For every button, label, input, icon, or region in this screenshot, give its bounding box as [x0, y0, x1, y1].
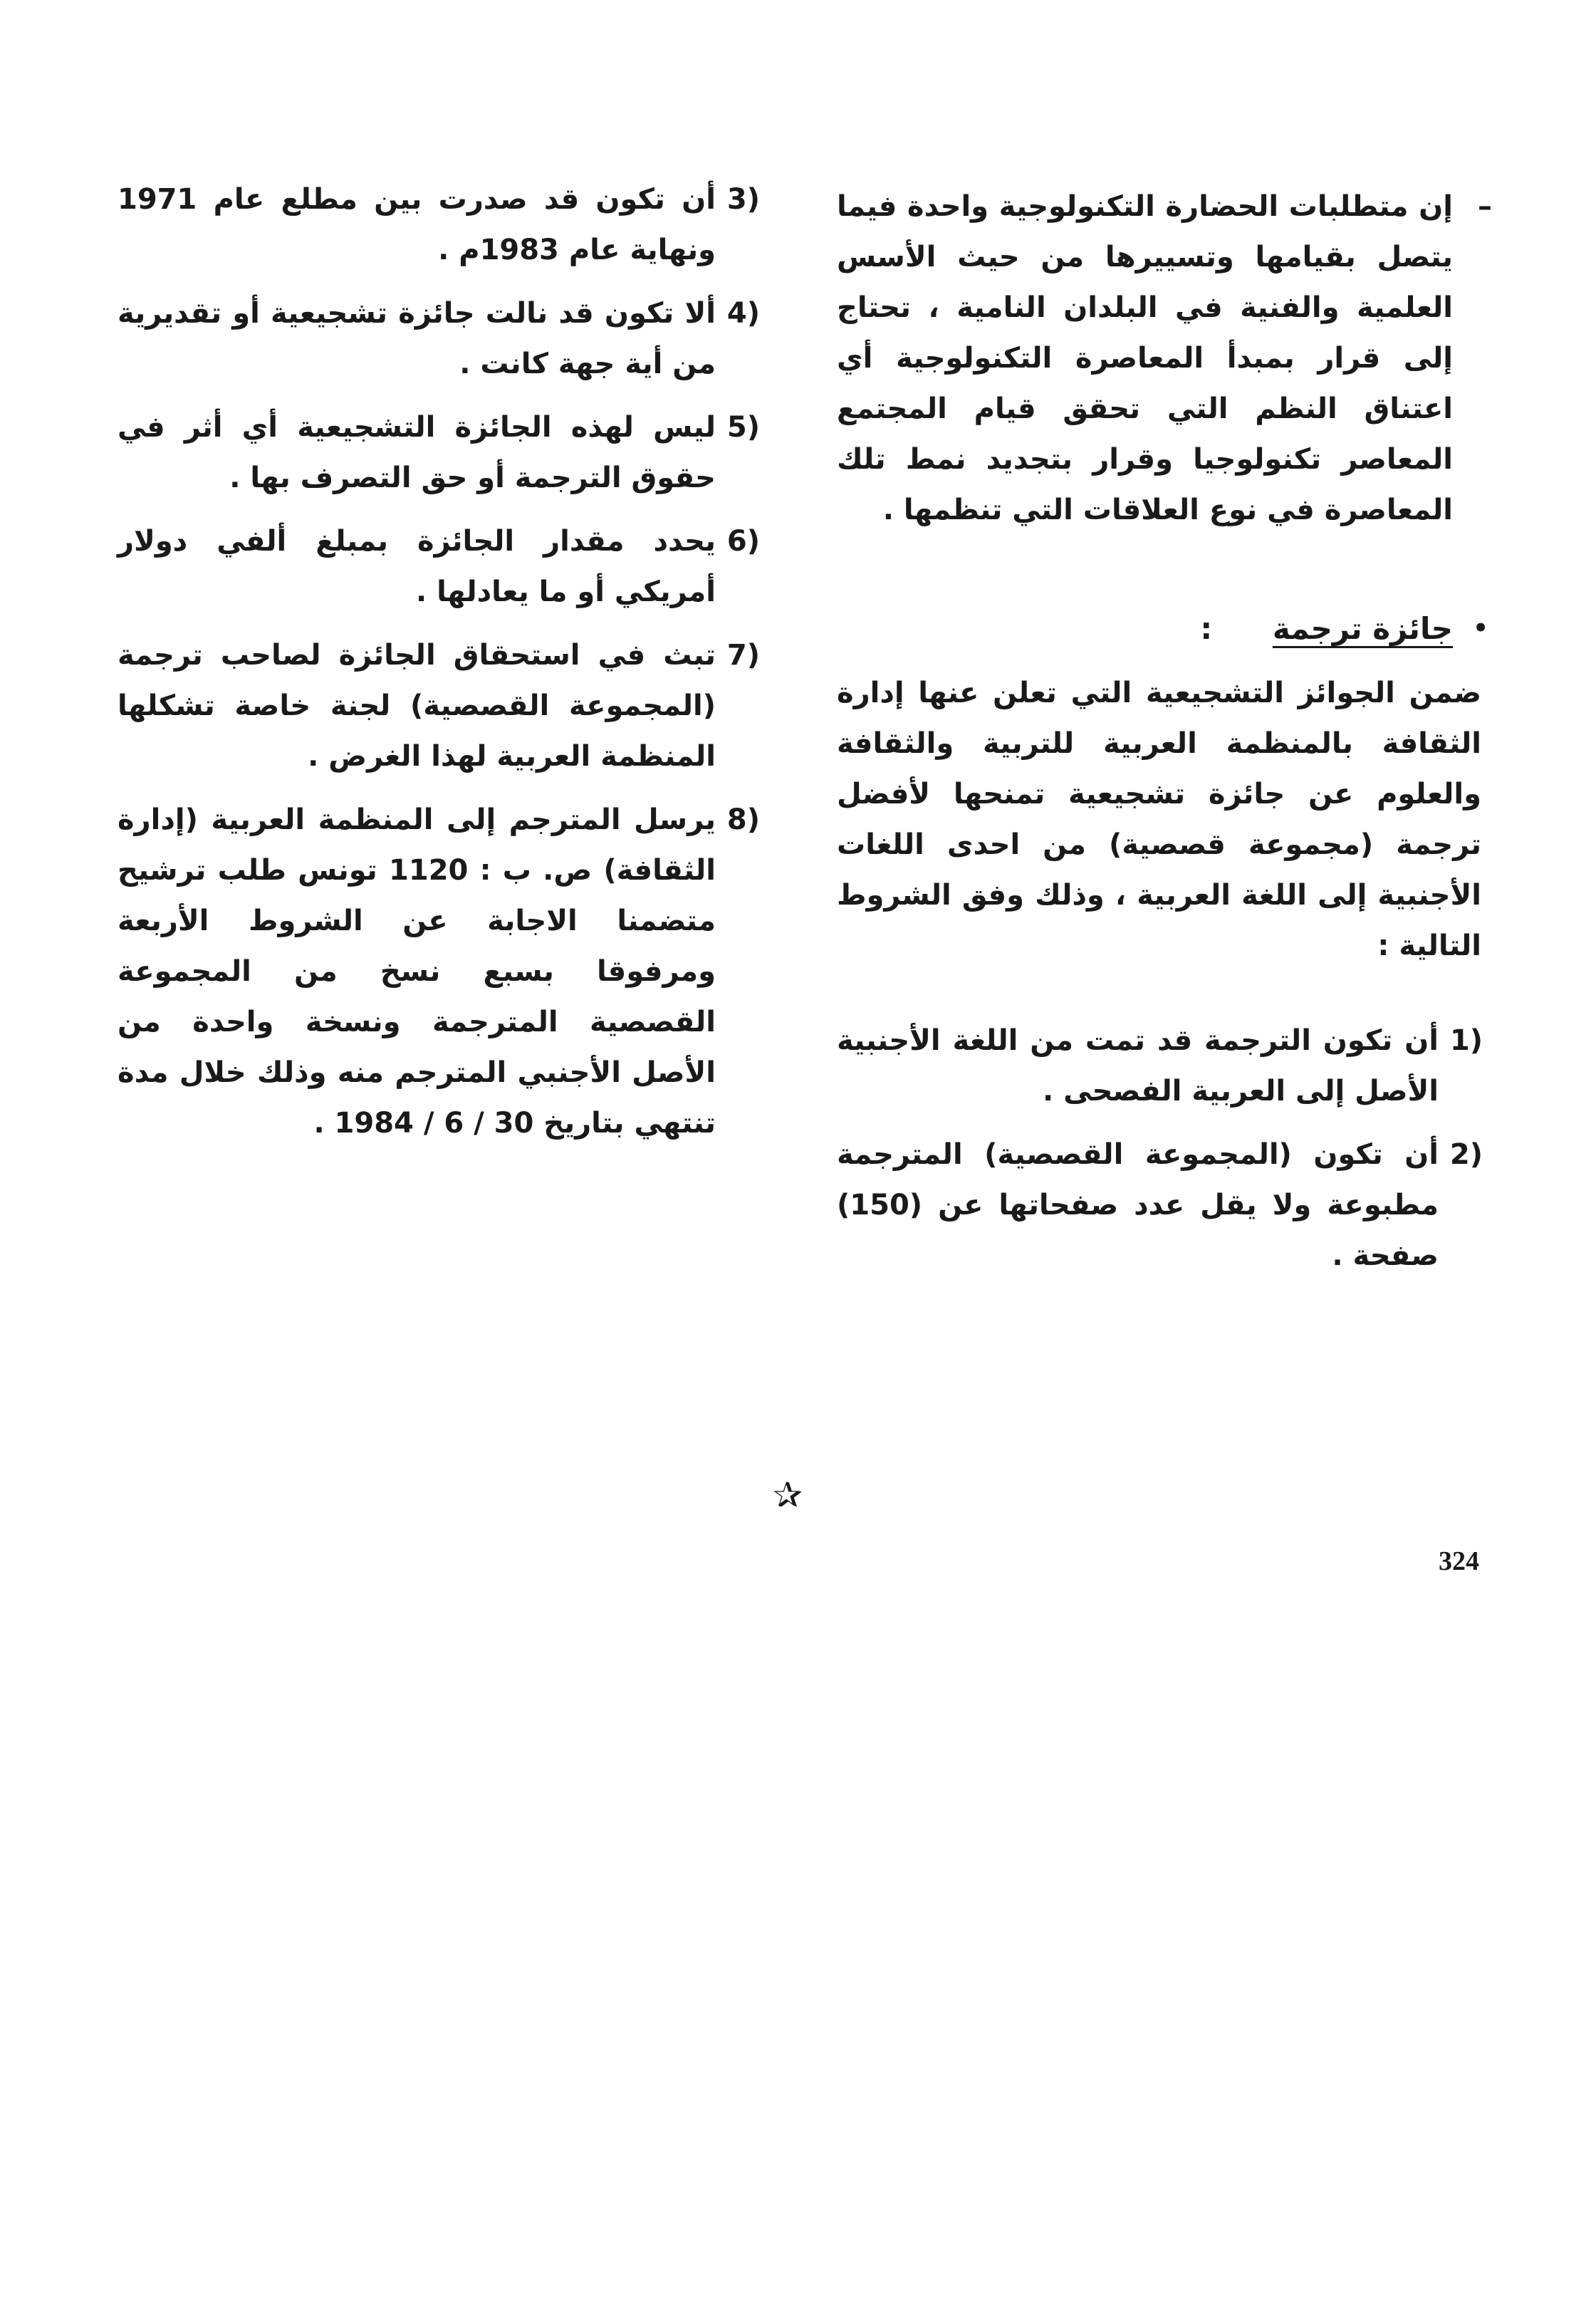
conditions-list-right — [837, 1016, 1481, 1281]
condition-item — [118, 402, 758, 504]
prize-intro-paragraph: ضمن الجوائز التشجيعية التي تعلن عنها إدارة الثقافة بالمنظمة العربية للتربية والثقافة والعلوم عن جائزة تشجيعية تمنحها لأفضل ترجمة (مجموعة قصصية) من احدى اللغات الأجنبية إلى اللغة العربية ، وذلك وفق الشروط التالية : — [837, 677, 1481, 962]
condition-item — [118, 795, 758, 1149]
condition-item — [118, 288, 758, 390]
condition-number: 6) — [726, 525, 760, 558]
heading-title: جائزة ترجمة — [1272, 611, 1453, 646]
heading-bullet: • — [1473, 614, 1488, 642]
condition-item — [118, 630, 758, 782]
condition-number: 3) — [726, 183, 760, 216]
star-separator-icon: ✰ — [773, 1474, 803, 1516]
condition-number: 2) — [1449, 1138, 1483, 1171]
left-column — [118, 175, 758, 1162]
section-heading — [837, 603, 1488, 654]
condition-text: أن تكون قد صدرت بين مطلع عام 1971 ونهاية عام 1983م . — [118, 183, 716, 266]
condition-text: يحدد مقدار الجائزة بمبلغ ألفي دولار أمريكي أو ما يعادلها . — [118, 525, 716, 608]
heading-colon: : — [1200, 611, 1213, 646]
condition-text: ألا تكون قد نالت جائزة تشجيعية أو تقديرية من أية جهة كانت . — [118, 297, 716, 380]
condition-number: 8) — [726, 803, 760, 836]
right-column — [837, 182, 1492, 1294]
condition-number: 5) — [726, 411, 760, 444]
condition-number: 1) — [1449, 1024, 1483, 1057]
condition-number: 4) — [726, 297, 760, 330]
condition-item — [837, 1016, 1481, 1117]
condition-item — [118, 175, 758, 276]
condition-text: يرسل المترجم إلى المنظمة العربية (إدارة الثقافة) ص. ب : 1120 تونس طلب ترشيح متضمنا الاجابة عن الشروط الأربعة ومرفوقا بسبع نسخ من المجموعة القصصية المترجمة ونسخة واحدة من الأصل الأجنبي المترجم منه وذلك خلال مدة تنتهي بتاريخ 30 / 6 / 1984 . — [118, 803, 716, 1140]
condition-text: أن تكون (المجموعة القصصية) المترجمة مطبوعة ولا يقل عدد صفحاتها عن (150) صفحة . — [837, 1138, 1439, 1272]
condition-item — [837, 1130, 1481, 1281]
condition-text: تبث في استحقاق الجائزة لصاحب ترجمة (المجموعة القصصية) لجنة خاصة تشكلها المنظمة العربية لهذا الغرض . — [118, 639, 716, 773]
condition-text: ليس لهذه الجائزة التشجيعية أي أثر في حقوق الترجمة أو حق التصرف بها . — [118, 411, 716, 494]
condition-number: 7) — [726, 639, 760, 672]
condition-item — [118, 516, 758, 618]
condition-text: أن تكون الترجمة قد تمت من اللغة الأجنبية الأصل إلى العربية الفصحى . — [837, 1024, 1439, 1108]
intro-dash-paragraph — [837, 182, 1492, 536]
page-number: 324 — [1439, 1546, 1479, 1576]
dash-paragraph-text: إن متطلبات الحضارة التكنولوجية واحدة فيما يتصل بقيامها وتسييرها من حيث الأسس العلمية والفنية في البلدان النامية ، تحتاج إلى قرار بمبدأ المعاصرة التكنولوجية أي اعتناق النظم التي تحقق قيام المجتمع المعاصر تكنولوجيا وقرار بتجديد نمط تلك المعاصرة في نوع العلاقات التي تنظمها . — [837, 190, 1453, 526]
dash-marker: – — [1478, 190, 1492, 223]
